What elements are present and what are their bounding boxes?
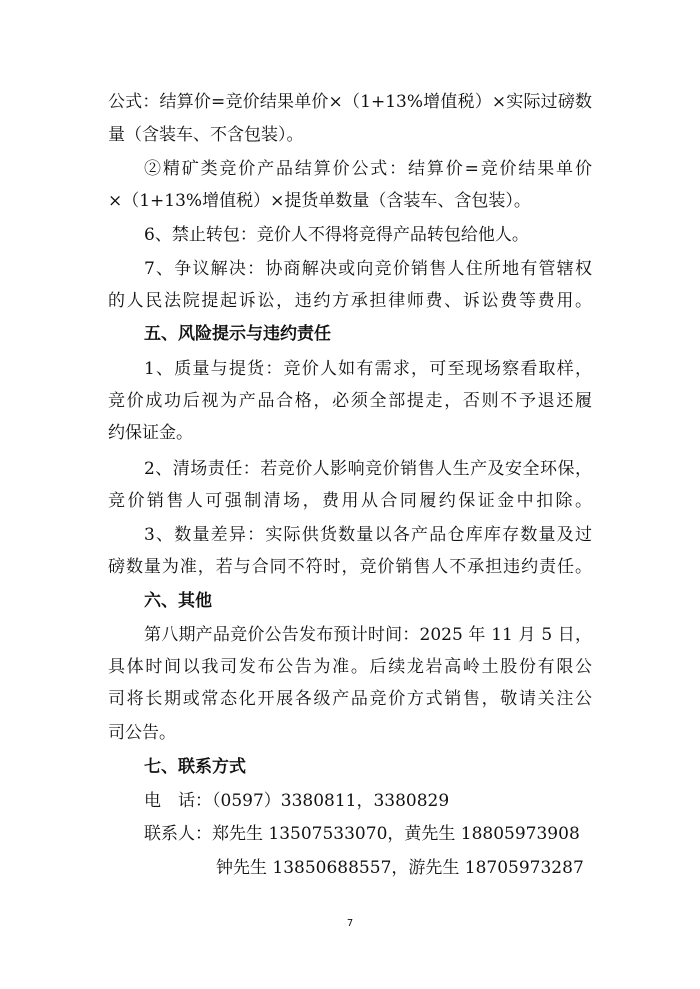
paragraph-line: 2、清场责任：若竞价人影响竞价销售人生产及安全环保， [144,459,592,479]
paragraph-line: 司公告。 [108,723,176,743]
section-heading: 七、联系方式 [144,757,246,777]
contact-persons-continued: 钟先生 13850688557，游先生 18705973287 [216,858,584,878]
paragraph-line: ②精矿类竞价产品结算价公式：结算价=竞价结果单价 [144,159,592,179]
paragraph-line: 竞价销售人可强制清场，费用从合同履约保证金中扣除。 [108,491,592,511]
paragraph-line: 约保证金。 [108,423,193,443]
paragraph-line: 第八期产品竞价公告发布预计时间：2025 年 11 月 5 日， [144,625,592,645]
contact-persons: 联系人：郑先生 13507533070，黄先生 18805973908 [144,824,580,844]
paragraph-line: 磅数量为准，若与合同不符时，竞价销售人不承担违约责任。 [108,557,592,577]
section-heading: 五、风险提示与违约责任 [144,324,331,344]
paragraph-line: 3、数量差异：实际供货数量以各产品仓库库存数量及过 [144,525,592,545]
contact-phone: 电 话：（0597）3380811，3380829 [144,791,450,811]
paragraph-line: 公式：结算价=竞价结果单价×（1+13%增值税）×实际过磅数 [108,92,592,112]
paragraph-line: 的人民法院提起诉讼，违约方承担律师费、诉讼费等费用。 [108,291,592,311]
paragraph-line: 具体时间以我司发布公告为准。后续龙岩高岭土股份有限公 [108,657,592,677]
paragraph-line: 量（含装车、不含包装）。 [108,125,304,145]
paragraph-line: 司将长期或常态化开展各级产品竞价方式销售，敬请关注公 [108,689,592,709]
paragraph-line: 7、争议解决：协商解决或向竞价销售人住所地有管辖权 [144,259,592,279]
paragraph-line: 6、禁止转包：竞价人不得将竞得产品转包给他人。 [144,225,529,245]
paragraph-line: ×（1+13%增值税）×提货单数量（含装车、含包装）。 [108,191,531,211]
paragraph-line: 1、质量与提货：竞价人如有需求，可至现场察看取样， [144,359,592,379]
page-number: 7 [346,918,354,929]
paragraph-line: 竞价成功后视为产品合格，必须全部提走，否则不予退还履 [108,391,592,411]
section-heading: 六、其他 [144,591,212,611]
